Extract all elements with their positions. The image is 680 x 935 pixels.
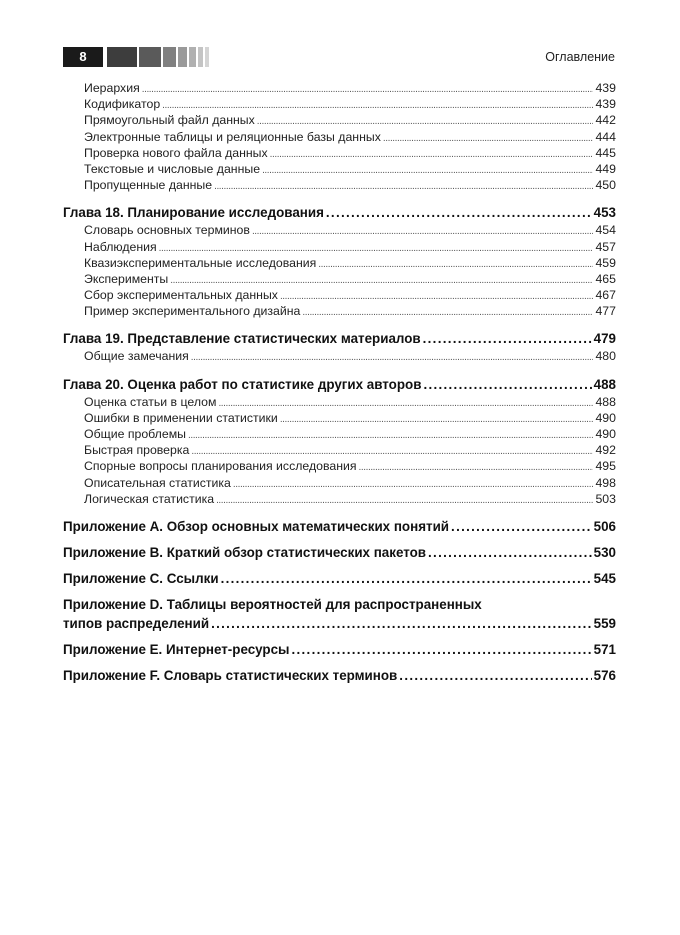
toc-entry[interactable] <box>63 491 616 507</box>
appendix-page: 545 <box>593 570 616 586</box>
entry-title: Описательная статистика <box>84 475 231 490</box>
dot-leader <box>451 517 592 536</box>
entry-page: 445 <box>595 145 616 160</box>
appendix-page: 506 <box>593 518 616 534</box>
chapter-title: Глава 20. Оценка работ по статистике других авторов <box>63 376 422 392</box>
toc-entry[interactable] <box>63 426 616 442</box>
entry-page: 450 <box>595 178 616 193</box>
appendix-title: Приложение Е. Интернет-ресурсы <box>63 641 290 657</box>
dot-leader <box>423 329 592 348</box>
appendix-title: Приложение С. Ссылки <box>63 570 219 586</box>
appendix-c[interactable] <box>63 569 616 588</box>
toc-entry[interactable] <box>63 475 616 491</box>
toc-entry[interactable] <box>63 394 616 410</box>
toc-entry[interactable] <box>63 96 616 112</box>
entry-title: Словарь основных терминов <box>84 223 250 238</box>
entry-title: Логическая статистика <box>84 491 215 506</box>
chapter-18 <box>63 203 616 319</box>
toc-entry[interactable] <box>63 458 616 474</box>
entry-title: Квазиэкспериментальные исследования <box>84 255 317 270</box>
chapter-heading[interactable] <box>63 375 616 394</box>
chapter-heading[interactable] <box>63 329 616 348</box>
entry-page: 495 <box>595 459 616 474</box>
dot-leader <box>318 255 593 271</box>
entry-page: 449 <box>595 161 616 176</box>
appendix-page: 559 <box>593 615 616 631</box>
toc-entry[interactable] <box>63 161 616 177</box>
dot-leader <box>191 442 593 458</box>
entry-title: Кодификатор <box>84 97 161 112</box>
entry-page: 444 <box>595 129 616 144</box>
entry-title: Эксперименты <box>84 271 169 286</box>
entry-page: 439 <box>595 81 616 95</box>
entry-title: Электронные таблицы и реляционные базы данных <box>84 129 381 144</box>
entry-page: 492 <box>595 443 616 458</box>
toc-entry[interactable] <box>63 410 616 426</box>
dot-leader <box>159 239 594 255</box>
table-of-contents <box>63 80 616 685</box>
dot-leader <box>170 271 593 287</box>
dot-leader <box>142 80 594 96</box>
appendix-page: 576 <box>593 667 616 683</box>
entry-page: 465 <box>595 271 616 286</box>
toc-entry[interactable] <box>63 287 616 303</box>
entry-title: Спорные вопросы планирования исследования <box>84 459 357 474</box>
dot-leader <box>221 569 592 588</box>
entry-title: Ошибки в применении статистики <box>84 410 278 425</box>
appendix-d[interactable] <box>63 595 616 633</box>
toc-entry[interactable] <box>63 271 616 287</box>
dot-leader <box>428 543 592 562</box>
chapter-page: 453 <box>593 205 616 221</box>
entry-page: 442 <box>595 113 616 128</box>
entry-title: Сбор экспериментальных данных <box>84 288 278 303</box>
toc-entry[interactable] <box>63 303 616 319</box>
chapter-heading[interactable] <box>63 203 616 222</box>
dot-leader <box>270 145 594 161</box>
dot-leader <box>162 96 593 112</box>
header-bar-6 <box>198 47 203 67</box>
appendix-title-line-2: типов распределений <box>63 615 210 631</box>
entry-title: Оценка статьи в целом <box>84 394 217 409</box>
entry-title: Текстовые и числовые данные <box>84 161 261 176</box>
dot-leader <box>257 112 594 128</box>
entry-title: Пример экспериментального дизайна <box>84 304 301 319</box>
entry-title: Быстрая проверка <box>84 443 190 458</box>
header-bar-4 <box>178 47 187 67</box>
appendix-a[interactable] <box>63 517 616 536</box>
chapter-page: 488 <box>593 376 616 392</box>
dot-leader <box>383 129 594 145</box>
chapter-page: 479 <box>593 331 616 347</box>
header-bar-1 <box>107 47 137 67</box>
chapter-19 <box>63 329 616 364</box>
dot-leader <box>292 640 592 659</box>
chapter-title: Глава 18. Планирование исследования <box>63 205 324 221</box>
entry-page: 503 <box>595 491 616 506</box>
toc-entry[interactable] <box>63 442 616 458</box>
toc-entry[interactable] <box>63 239 616 255</box>
appendix-title: Приложение F. Словарь статистических терминов <box>63 667 398 683</box>
dot-leader <box>216 491 593 507</box>
entry-title: Прямоугольный файл данных <box>84 113 255 128</box>
toc-entry[interactable] <box>63 177 616 193</box>
dot-leader <box>423 375 591 394</box>
entry-title: Наблюдения <box>84 239 157 254</box>
dot-leader <box>399 666 591 685</box>
toc-entry[interactable] <box>63 129 616 145</box>
entry-title: Иерархия <box>84 81 140 95</box>
dot-leader <box>218 394 593 410</box>
dot-leader <box>359 458 594 474</box>
toc-entry[interactable] <box>63 80 616 96</box>
entry-page: 480 <box>595 349 616 364</box>
entry-page: 459 <box>595 255 616 270</box>
header-bar-2 <box>139 47 161 67</box>
dot-leader <box>302 303 593 319</box>
appendix-title-line-1: Приложение D. Таблицы вероятностей для распространенных <box>63 596 482 612</box>
dot-leader <box>191 348 594 364</box>
chapter-20 <box>63 375 616 507</box>
entry-page: 490 <box>595 410 616 425</box>
entry-page: 457 <box>595 239 616 254</box>
toc-entry[interactable] <box>63 348 616 364</box>
entry-title: Общие проблемы <box>84 427 186 441</box>
dot-leader <box>262 161 593 177</box>
header-bar-7 <box>205 47 209 67</box>
toc-block-1 <box>63 80 616 193</box>
entry-page: 498 <box>595 475 616 490</box>
entry-page: 467 <box>595 288 616 303</box>
entry-title: Проверка нового файла данных <box>84 145 268 160</box>
appendix-e[interactable] <box>63 640 616 659</box>
dot-leader <box>252 222 594 238</box>
dot-leader <box>280 287 594 303</box>
appendix-title: Приложение В. Краткий обзор статистических пакетов <box>63 544 427 560</box>
appendix-b[interactable] <box>63 543 616 562</box>
entry-page: 477 <box>595 304 616 319</box>
entry-title: Общие замечания <box>84 349 189 364</box>
entry-page: 439 <box>595 97 616 112</box>
entry-title: Пропущенные данные <box>84 178 213 193</box>
toc-entry[interactable] <box>63 145 616 161</box>
page-header <box>63 47 615 67</box>
header-bar-5 <box>189 47 196 67</box>
appendix-page: 571 <box>593 641 616 657</box>
appendix-page: 530 <box>593 544 616 560</box>
toc-entry[interactable] <box>63 255 616 271</box>
dot-leader <box>211 614 592 633</box>
entry-page: 454 <box>595 223 616 238</box>
toc-entry[interactable] <box>63 112 616 128</box>
header-bar-3 <box>163 47 176 67</box>
page-number: 8 <box>63 47 103 67</box>
toc-entry[interactable] <box>63 222 616 238</box>
dot-leader <box>188 426 593 442</box>
entry-page: 490 <box>595 427 616 441</box>
appendix-title-line-2-row <box>63 614 616 633</box>
entry-page: 488 <box>595 394 616 409</box>
dot-leader <box>326 203 592 222</box>
appendix-f[interactable] <box>63 666 616 685</box>
dot-leader <box>280 410 594 426</box>
dot-leader <box>214 177 593 193</box>
section-title: Оглавление <box>545 50 615 64</box>
chapter-title: Глава 19. Представление статистических материалов <box>63 331 421 347</box>
appendix-title: Приложение А. Обзор основных математических понятий <box>63 518 450 534</box>
dot-leader <box>233 475 594 491</box>
